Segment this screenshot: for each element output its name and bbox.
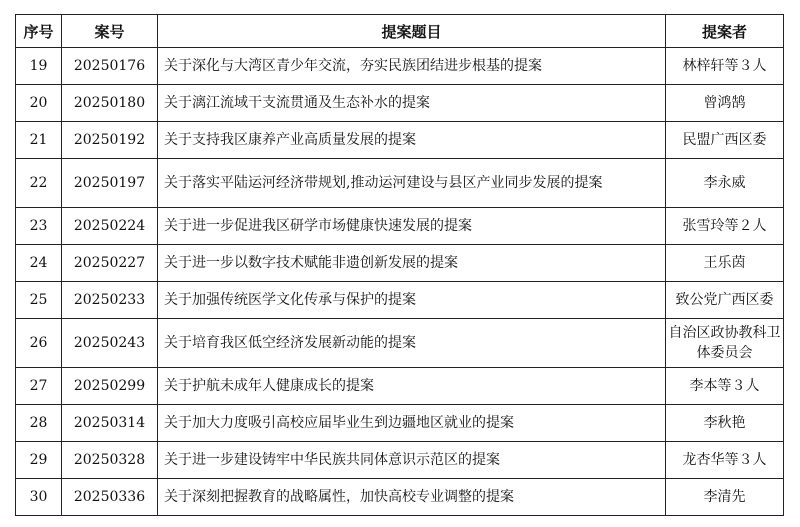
cell-proposer: 李本等３人	[666, 368, 784, 405]
cell-seq: 20	[16, 85, 62, 122]
table-row	[16, 48, 784, 85]
cell-title: 关于加强传统医学文化传承与保护的提案	[158, 282, 666, 319]
cell-proposer: 王乐茵	[666, 245, 784, 282]
cell-title: 关于培育我区低空经济发展新动能的提案	[158, 319, 666, 368]
cell-case-no: 20250243	[62, 319, 158, 368]
cell-seq: 29	[16, 442, 62, 479]
header-title: 提案题目	[158, 15, 666, 48]
cell-proposer: 张雪玲等２人	[666, 208, 784, 245]
cell-proposer: 曾鸿鹄	[666, 85, 784, 122]
cell-case-no: 20250224	[62, 208, 158, 245]
cell-title: 关于深化与大湾区青少年交流，夯实民族团结进步根基的提案	[158, 48, 666, 85]
table-row	[16, 405, 784, 442]
table-row	[16, 208, 784, 245]
cell-seq: 21	[16, 122, 62, 159]
cell-seq: 28	[16, 405, 62, 442]
table-row	[16, 85, 784, 122]
cell-proposer: 林梓轩等３人	[666, 48, 784, 85]
cell-seq: 25	[16, 282, 62, 319]
cell-title: 关于进一步促进我区研学市场健康快速发展的提案	[158, 208, 666, 245]
cell-title: 关于进一步以数字技术赋能非遗创新发展的提案	[158, 245, 666, 282]
table-row	[16, 159, 784, 208]
cell-title: 关于深刻把握教育的战略属性，加快高校专业调整的提案	[158, 479, 666, 516]
table-row	[16, 319, 784, 368]
cell-seq: 24	[16, 245, 62, 282]
proposal-table-container	[15, 14, 784, 516]
cell-seq: 22	[16, 159, 62, 208]
cell-proposer: 自治区政协教科卫体委员会	[666, 319, 784, 368]
cell-title: 关于加大力度吸引高校应届毕业生到边疆地区就业的提案	[158, 405, 666, 442]
cell-proposer: 致公党广西区委	[666, 282, 784, 319]
table-row	[16, 282, 784, 319]
table-row	[16, 442, 784, 479]
cell-proposer: 李秋艳	[666, 405, 784, 442]
cell-case-no: 20250233	[62, 282, 158, 319]
cell-case-no: 20250180	[62, 85, 158, 122]
cell-title: 关于落实平陆运河经济带规划,推动运河建设与县区产业同步发展的提案	[158, 159, 666, 208]
cell-proposer: 龙杏华等３人	[666, 442, 784, 479]
cell-title: 关于护航未成年人健康成长的提案	[158, 368, 666, 405]
cell-title: 关于漓江流域干支流贯通及生态补水的提案	[158, 85, 666, 122]
cell-case-no: 20250176	[62, 48, 158, 85]
header-proposer: 提案者	[666, 15, 784, 48]
table-row	[16, 245, 784, 282]
header-case-no: 案号	[62, 15, 158, 48]
cell-case-no: 20250328	[62, 442, 158, 479]
cell-case-no: 20250197	[62, 159, 158, 208]
cell-proposer: 李清先	[666, 479, 784, 516]
table-row	[16, 368, 784, 405]
cell-seq: 19	[16, 48, 62, 85]
cell-seq: 30	[16, 479, 62, 516]
cell-case-no: 20250314	[62, 405, 158, 442]
cell-case-no: 20250192	[62, 122, 158, 159]
cell-seq: 26	[16, 319, 62, 368]
cell-case-no: 20250227	[62, 245, 158, 282]
cell-case-no: 20250336	[62, 479, 158, 516]
header-seq: 序号	[16, 15, 62, 48]
proposal-table	[15, 14, 784, 516]
cell-case-no: 20250299	[62, 368, 158, 405]
cell-title: 关于进一步建设铸牢中华民族共同体意识示范区的提案	[158, 442, 666, 479]
cell-proposer: 民盟广西区委	[666, 122, 784, 159]
table-row	[16, 122, 784, 159]
cell-proposer: 李永威	[666, 159, 784, 208]
table-header-row	[16, 15, 784, 48]
table-row	[16, 479, 784, 516]
cell-seq: 23	[16, 208, 62, 245]
cell-seq: 27	[16, 368, 62, 405]
cell-title: 关于支持我区康养产业高质量发展的提案	[158, 122, 666, 159]
